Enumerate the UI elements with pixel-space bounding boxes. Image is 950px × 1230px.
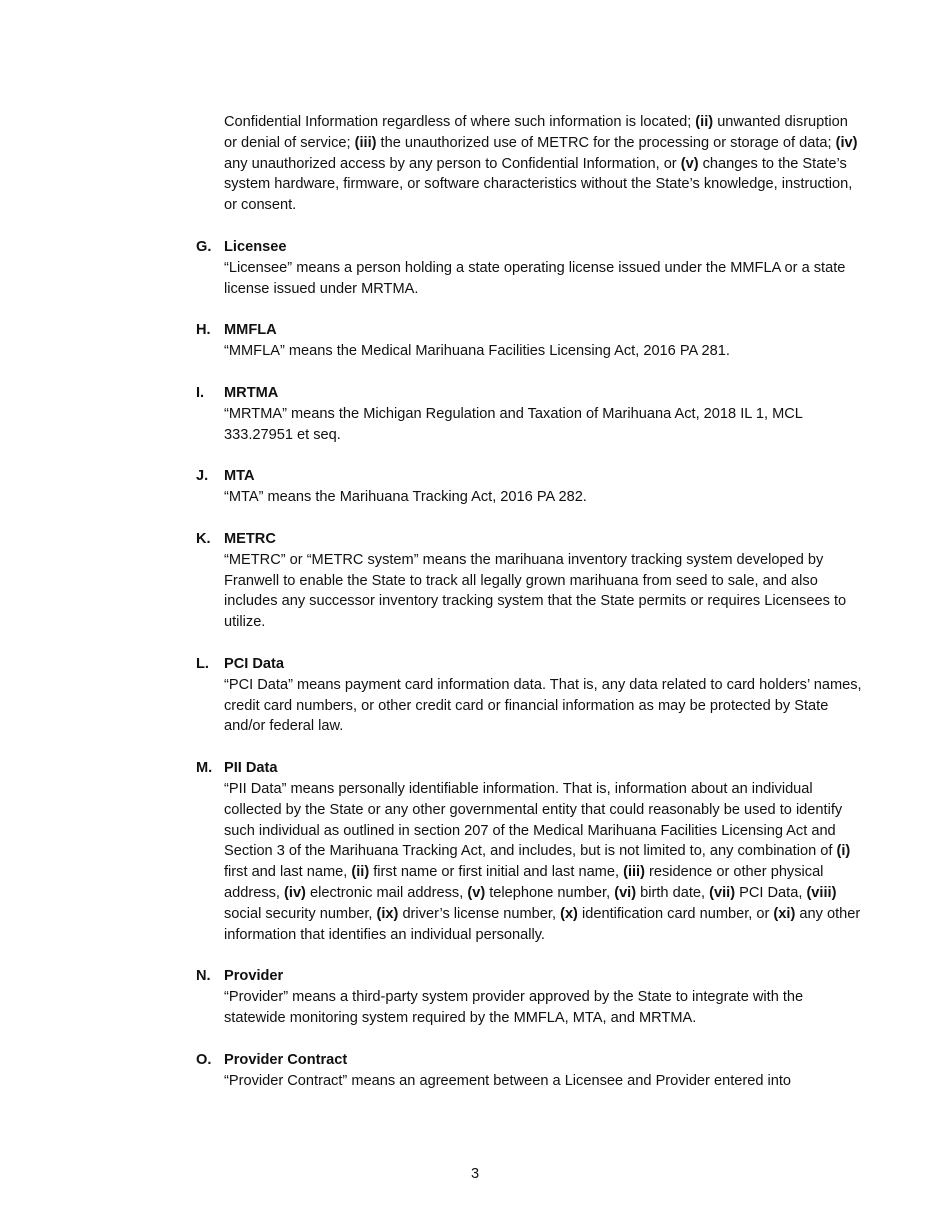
definition-term: PII Data — [224, 760, 278, 777]
text-run: residence or other physical address, — [224, 864, 824, 901]
enumeration-marker: (v) — [680, 155, 699, 172]
definition-letter: H. — [196, 322, 211, 339]
text-run: driver’s license number, — [398, 905, 561, 922]
enumeration-marker: (i) — [836, 843, 851, 860]
definition-item — [196, 1050, 864, 1092]
text-run: the unauthorized use of METRC for the processing or storage of data; — [376, 134, 836, 151]
definition-item — [196, 654, 864, 737]
definition-letter: N. — [196, 968, 211, 985]
text-run: any other information that identifies an individual personally. — [224, 905, 861, 943]
text-run: birth date, — [636, 884, 710, 901]
enumeration-marker: (ix) — [376, 905, 399, 922]
enumeration-marker: (ii) — [695, 114, 714, 130]
definition-term: MRTMA — [224, 384, 279, 401]
text-run: “METRC” or “METRC system” means the marihuana inventory tracking system developed by Franwell to enable the State to track all legally grown marihuana from seed to sale, and also includes any successor inventory tracking system that the State permits or requires Licensees to utilize. — [224, 551, 847, 631]
definition-letter: M. — [196, 760, 213, 777]
definition-term: MTA — [224, 468, 255, 485]
definition-body — [224, 341, 864, 362]
enumeration-marker: (vi) — [614, 884, 637, 901]
text-run: “MTA” means the Marihuana Tracking Act, 2016 PA 282. — [224, 489, 587, 506]
page-number: 3 — [470, 1166, 480, 1182]
text-run: first and last name, — [224, 864, 352, 881]
definition-letter: L. — [196, 655, 209, 672]
definition-term: Licensee — [224, 239, 287, 255]
definition-body — [224, 675, 864, 737]
text-run: Confidential Information regardless of where such information is located; — [224, 114, 696, 130]
definition-letter: O. — [196, 1051, 212, 1068]
definitions-list — [196, 237, 864, 1112]
definition-item — [196, 966, 864, 1028]
definition-term: METRC — [224, 530, 276, 547]
text-run: electronic mail address, — [305, 884, 468, 901]
definition-term: PCI Data — [224, 655, 285, 672]
text-run: identification card number, or — [577, 905, 774, 922]
text-run: “PCI Data” means payment card information data. That is, any data related to card holders’ names, credit card numbers, or other credit card or financial information as may be protected by State and/or federal law. — [224, 676, 862, 735]
definition-item — [196, 237, 864, 299]
text-run: social security number, — [224, 905, 377, 922]
text-run: “MRTMA” means the Michigan Regulation and Taxation of Marihuana Act, 2018 IL 1, MCL 333.27951 et seq. — [224, 405, 803, 443]
enumeration-marker: (iv) — [835, 134, 858, 151]
definition-item — [196, 758, 864, 945]
definition-item — [196, 383, 864, 445]
enumeration-marker: (xi) — [773, 905, 796, 922]
intro-paragraph — [224, 112, 864, 216]
enumeration-marker: (iii) — [354, 134, 377, 151]
definition-body — [224, 487, 864, 508]
text-run: changes to the State’s system hardware, firmware, or software characteristics without the State’s knowledge, instruction, or consent. — [224, 155, 853, 214]
enumeration-marker: (viii) — [806, 884, 837, 901]
text-run: unwanted disruption or denial of service; — [224, 114, 848, 151]
definition-letter: J. — [196, 468, 209, 485]
definition-letter: K. — [196, 530, 211, 547]
definition-letter: I. — [196, 384, 205, 401]
text-run: “Licensee” means a person holding a state operating license issued under the MMFLA or a state license issued under MRTMA. — [224, 259, 846, 297]
enumeration-marker: (iv) — [284, 884, 306, 901]
enumeration-marker: (x) — [560, 905, 578, 922]
definition-item — [196, 320, 864, 362]
text-run: first name or first initial and last name, — [369, 864, 624, 881]
enumeration-marker: (iii) — [623, 864, 645, 881]
definition-body — [224, 779, 864, 945]
definition-body — [224, 404, 864, 446]
definition-body — [224, 987, 864, 1029]
definition-body — [224, 258, 864, 300]
definition-item — [196, 466, 864, 508]
text-run: “MMFLA” means the Medical Marihuana Facilities Licensing Act, 2016 PA 281. — [224, 343, 730, 360]
definition-term: MMFLA — [224, 322, 277, 339]
enumeration-marker: (ii) — [351, 864, 370, 881]
definition-body — [224, 550, 864, 633]
definition-term: Provider Contract — [224, 1051, 348, 1068]
text-run: “PII Data” means personally identifiable information. That is, information about an individual collected by the State or any other governmental entity that could reasonably be used to identify such individual as outlined in section 207 of the Medical Marihuana Facilities Licensing Act and Section 3 of the Marihuana Tracking Act, and includes, but is not limited to, any combination of — [224, 780, 843, 860]
text-run: any unauthorized access by any person to Confidential Information, or — [224, 155, 681, 172]
definition-item — [196, 529, 864, 633]
definition-letter: G. — [196, 239, 212, 255]
definition-body — [224, 1071, 864, 1092]
text-run: “Provider” means a third-party system provider approved by the State to integrate with the statewide monitoring system required by the MMFLA, MTA, and MRTMA. — [224, 989, 804, 1026]
enumeration-marker: (v) — [467, 884, 486, 901]
text-run: PCI Data, — [735, 884, 807, 901]
text-run: “Provider Contract” means an agreement between a Licensee and Provider entered into — [224, 1072, 792, 1089]
text-run: telephone number, — [485, 884, 615, 901]
enumeration-marker: (vii) — [709, 884, 736, 901]
definition-term: Provider — [224, 968, 284, 985]
